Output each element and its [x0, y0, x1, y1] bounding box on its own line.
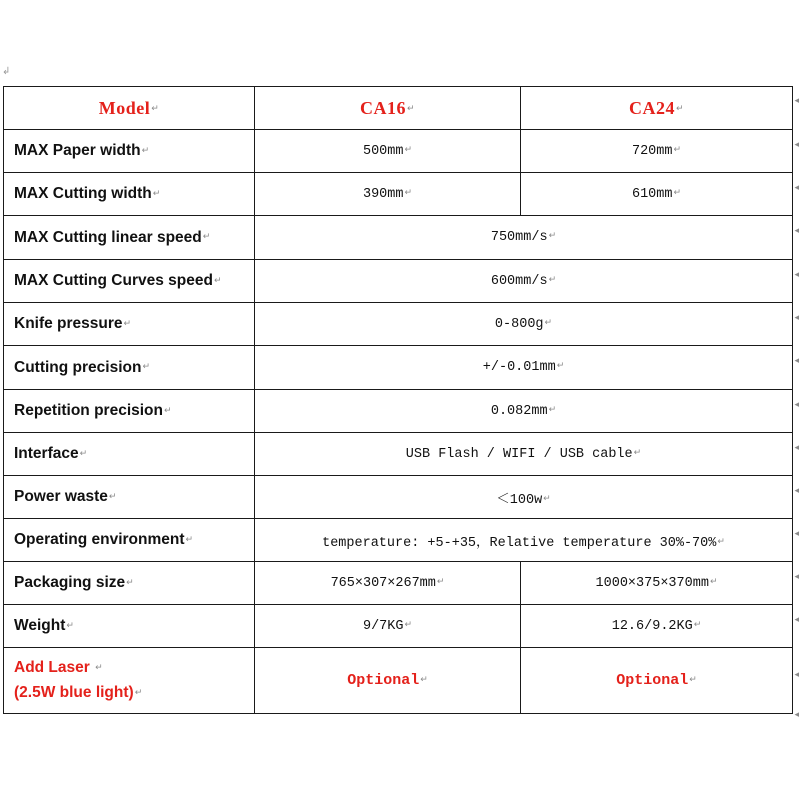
cell-value: 720mm [631, 143, 673, 159]
return-mark-icon: ↵ [556, 361, 565, 372]
cell-value: 765×307×267mm [330, 575, 436, 591]
header-model-2-cell [521, 87, 793, 130]
table-row [4, 260, 793, 303]
return-mark-icon: ↵ [420, 675, 428, 686]
cell-value: temperature: +5-+35，Relative temperature 30%-70% [322, 535, 717, 551]
table-row [4, 130, 793, 173]
row-label: Operating environment [14, 531, 185, 548]
return-mark-icon: ↵ [164, 405, 172, 416]
return-mark-icon: ↵ [404, 144, 413, 155]
cell-value: 390mm [362, 186, 404, 202]
return-mark-icon: ↵ [548, 231, 557, 242]
row-end-mark-icon: ◂ [794, 313, 799, 323]
row-end-mark-icon: ◂ [794, 270, 799, 280]
return-mark-icon: ↵ [108, 491, 117, 502]
table-row-laser [4, 648, 793, 714]
return-mark-icon: ↵ [548, 274, 557, 285]
row-label: Packaging size [14, 574, 126, 591]
cell-value: 9/7KG [362, 618, 404, 634]
cell-value: 12.6/9.2KG [611, 618, 693, 634]
laser-option-ca16: Optional [347, 672, 420, 689]
return-mark-icon: ↵ [709, 576, 718, 587]
row-end-mark-icon: ◂ [794, 572, 799, 582]
cell-value: 1000×375×370mm [595, 575, 709, 591]
row-label: Interface [14, 445, 79, 462]
cell-value: 600mm/s [490, 273, 548, 289]
laser-option-ca24: Optional [616, 672, 689, 689]
return-mark-icon: ↵ [548, 404, 557, 415]
row-end-mark-icon: ◂ [794, 615, 799, 625]
row-label: MAX Cutting width [14, 185, 152, 202]
return-mark-icon: ↵ [673, 187, 682, 198]
cell-value: ＜100w [496, 492, 543, 508]
return-mark-icon: ↵ [436, 576, 445, 587]
return-mark-icon: ↵ [406, 104, 416, 115]
row-label: Cutting precision [14, 358, 142, 376]
cell-value: +/-0.01mm [482, 360, 556, 375]
row-end-mark-icon: ◂ [794, 226, 799, 236]
paragraph-mark: ↲ [2, 66, 11, 77]
return-mark-icon: ↵ [689, 675, 697, 686]
cell-value: 0.082mm [490, 403, 548, 419]
row-end-mark-icon: ◂ [794, 400, 799, 410]
table-row [4, 605, 793, 648]
row-end-mark-icon: ◂ [794, 443, 799, 453]
header-label-cell [4, 87, 255, 130]
return-mark-icon: ↵ [202, 232, 211, 243]
return-mark-icon: ↵ [134, 687, 143, 698]
table-row [4, 519, 793, 562]
cell-value: 750mm/s [490, 230, 548, 245]
return-mark-icon: ↵ [66, 620, 74, 631]
cell-value: 500mm [362, 143, 404, 159]
return-mark-icon: ↵ [95, 663, 103, 674]
table-row [4, 303, 793, 346]
laser-label-line2: (2.5W blue light) [14, 683, 134, 701]
return-mark-icon: ↵ [404, 619, 413, 630]
row-end-mark-icon: ◂ [794, 140, 799, 150]
return-mark-icon: ↵ [142, 362, 150, 373]
return-mark-icon: ↵ [151, 104, 160, 115]
table-header-row [4, 87, 793, 130]
return-mark-icon: ↵ [126, 577, 134, 588]
spec-table [3, 86, 793, 714]
table-row [4, 346, 793, 390]
header-model-1-cell [255, 87, 521, 130]
row-label: Weight [14, 617, 66, 634]
return-mark-icon: ↵ [152, 188, 161, 199]
cell-value: 0-800g [494, 316, 544, 332]
row-end-mark-icon: ◂ [794, 356, 799, 366]
table-row [4, 216, 793, 260]
cell-value: USB Flash / WIFI / USB cable [405, 446, 633, 462]
row-end-mark-icon: ◂ [794, 183, 799, 193]
row-end-mark-icon: ◂ [794, 670, 799, 680]
header-model-1: CA16 [359, 97, 406, 118]
table-row [4, 476, 793, 519]
return-mark-icon: ↵ [123, 318, 132, 329]
table-row [4, 390, 793, 433]
row-end-mark-icon: ◂ [794, 529, 799, 539]
row-label: Repetition precision [14, 402, 163, 419]
row-label: Power waste [14, 488, 108, 505]
return-mark-icon: ↵ [404, 187, 413, 198]
cell-value: 610mm [631, 186, 673, 202]
row-end-mark-icon: ◂ [794, 710, 799, 720]
return-mark-icon: ↵ [717, 536, 725, 547]
return-mark-icon: ↵ [544, 317, 553, 328]
header-model-2: CA24 [628, 97, 675, 118]
row-label: Knife pressure [14, 315, 123, 332]
return-mark-icon: ↵ [675, 104, 685, 115]
row-end-mark-icon: ◂ [794, 486, 799, 496]
laser-label-line1: Add Laser [14, 659, 90, 677]
row-label: MAX Cutting Curves speed [14, 272, 213, 289]
return-mark-icon: ↵ [141, 145, 150, 156]
return-mark-icon: ↵ [633, 447, 642, 458]
return-mark-icon: ↵ [79, 448, 88, 459]
row-label: MAX Cutting linear speed [14, 228, 202, 246]
return-mark-icon: ↵ [543, 493, 551, 504]
return-mark-icon: ↵ [213, 275, 222, 286]
table-row [4, 173, 793, 216]
row-end-mark-icon: ◂ [794, 96, 799, 106]
return-mark-icon: ↵ [185, 534, 194, 545]
return-mark-icon: ↵ [673, 144, 682, 155]
table-row [4, 562, 793, 605]
return-mark-icon: ↵ [693, 619, 702, 630]
header-label: Model [98, 97, 151, 118]
table-row [4, 433, 793, 476]
row-label: MAX Paper width [14, 142, 141, 159]
